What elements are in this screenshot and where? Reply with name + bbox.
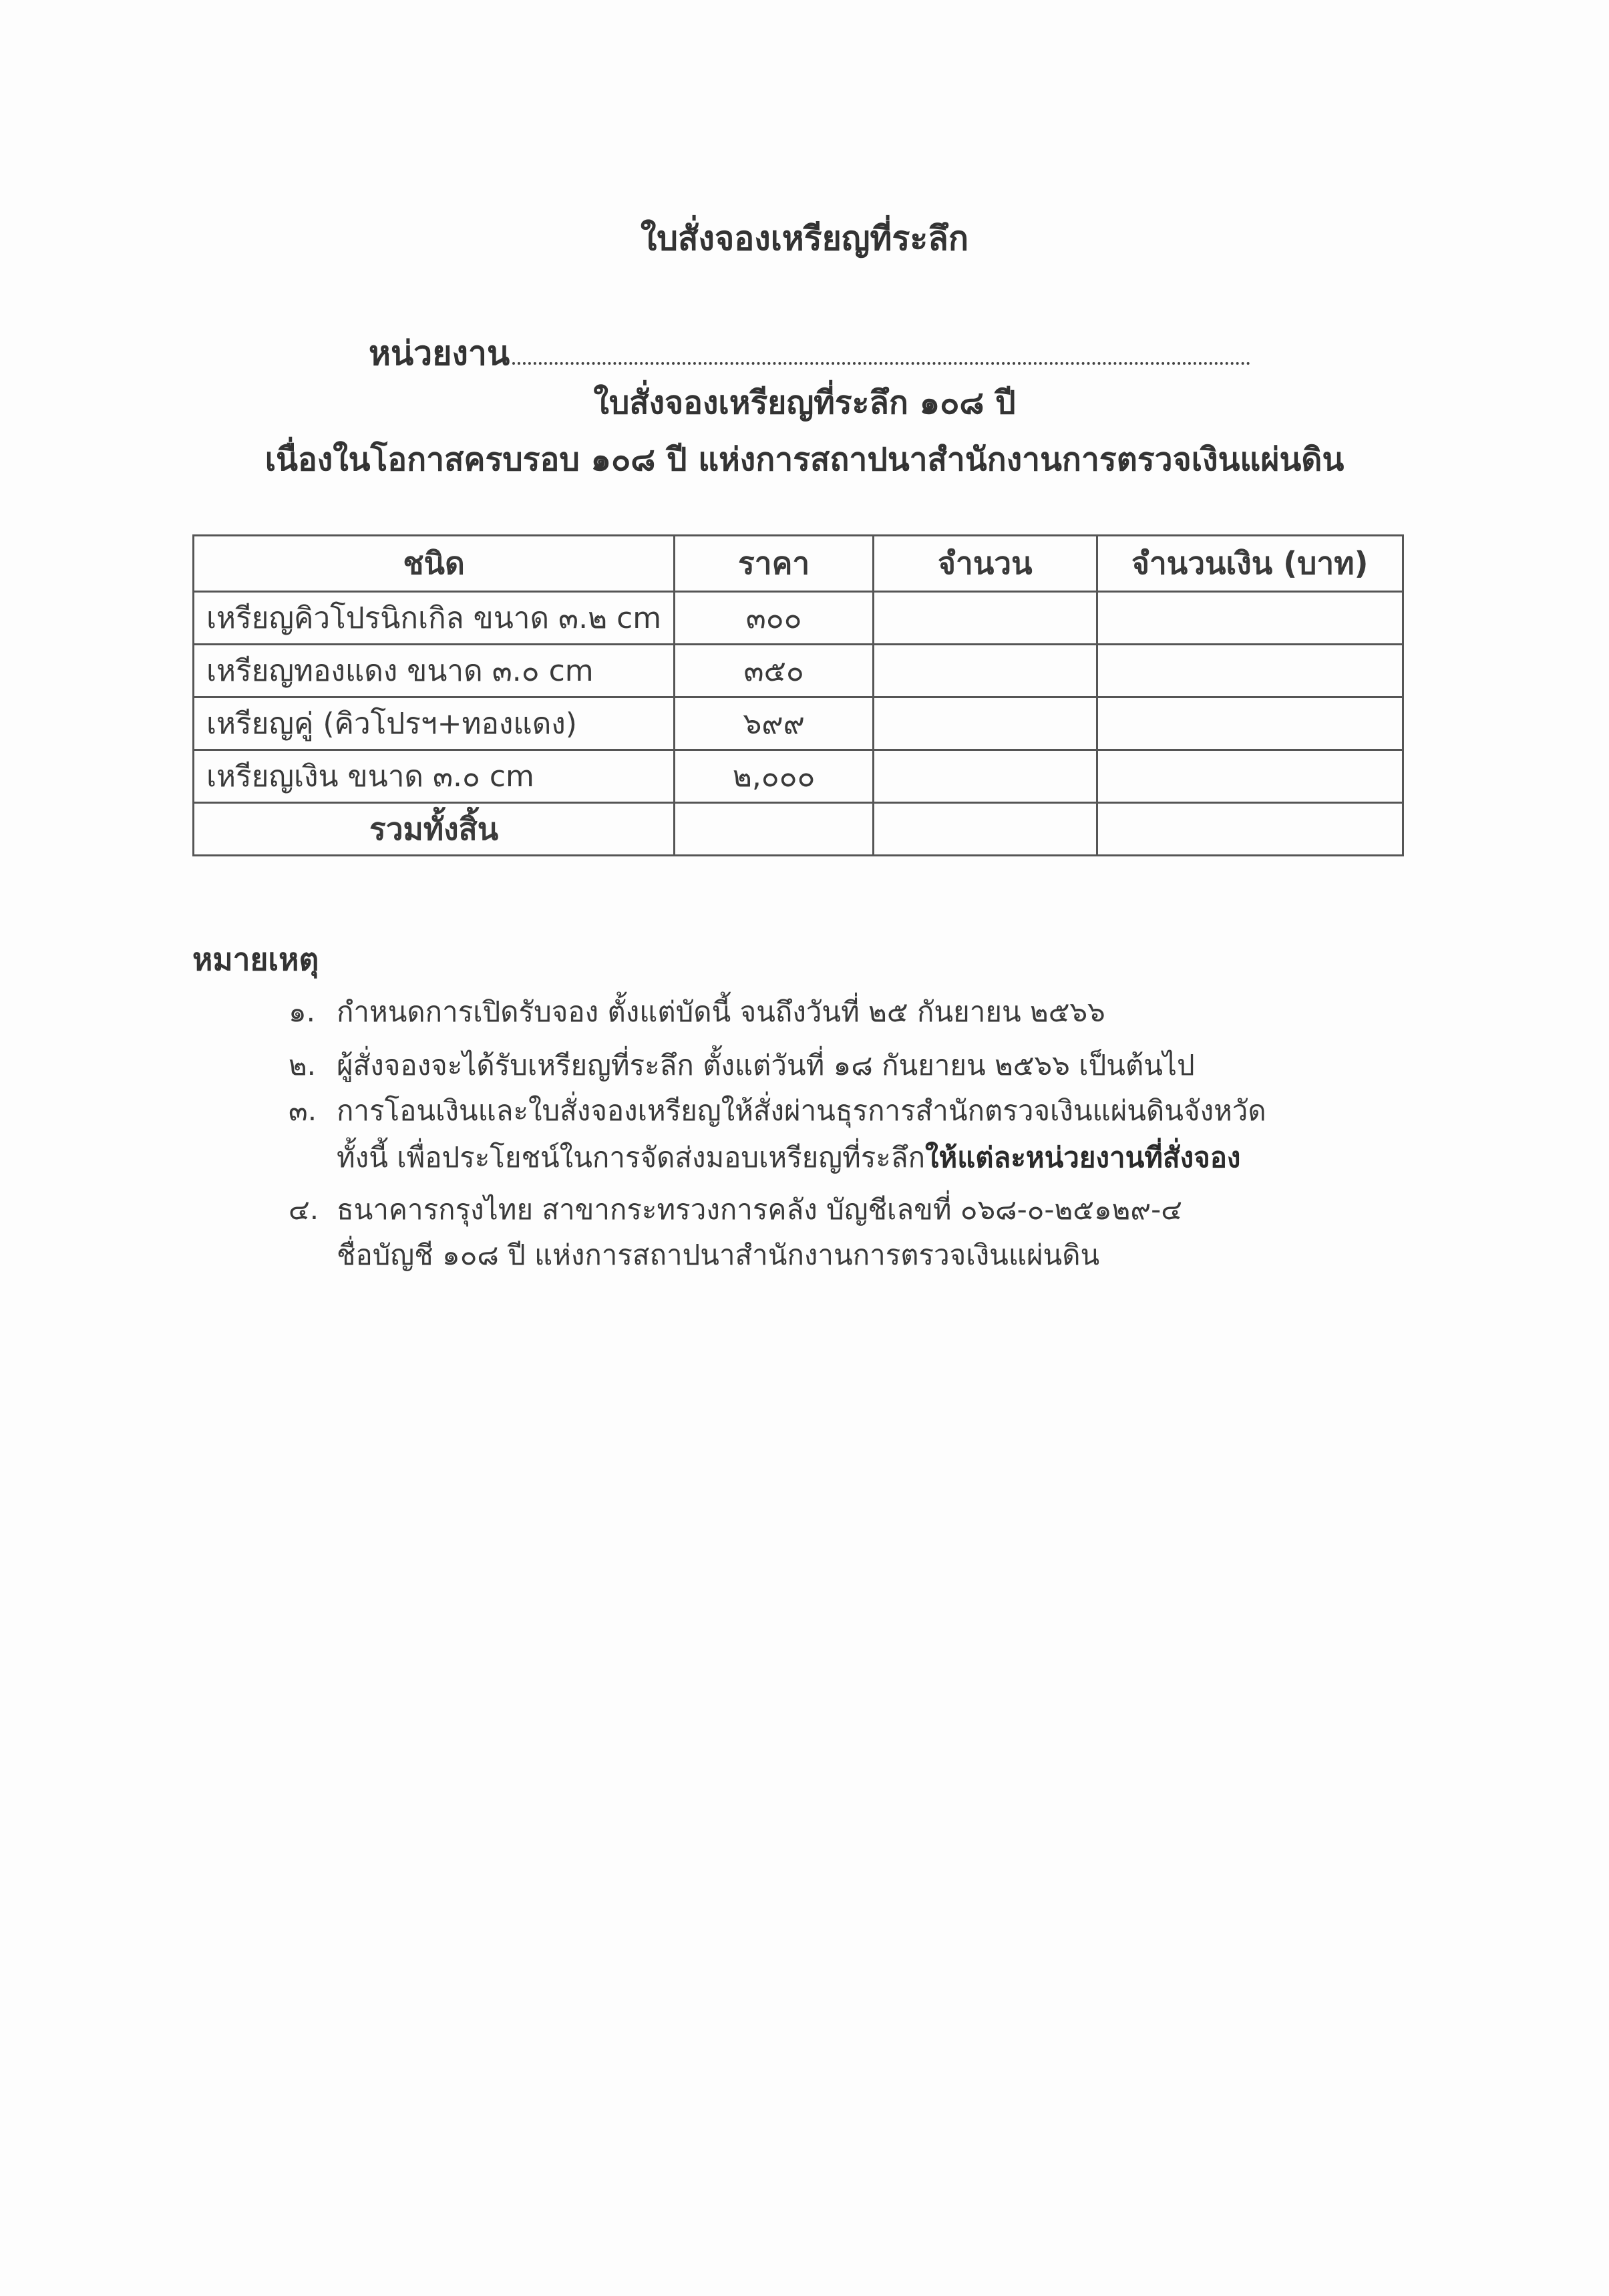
item-price: ๒,๐๐๐ [675,750,874,803]
subtitle-line-2: เนื่องในโอกาสครบรอบ ๑๐๘ ปี แห่งการสถาปนาสำนักงานการตรวจเงินแผ่นดิน [264,441,1345,478]
item-name: เหรียญคู่ (คิวโปรฯ+ทองแดง) [194,697,675,750]
remark-continuation [289,1233,1099,1277]
remark-text-emphasis: ให้แต่ละหน่วยงานที่สั่งจอง [925,1141,1241,1174]
remark-text: ธนาคารกรุงไทย สาขากระทรวงการคลัง บัญชีเลขที่ ๐๖๘-๐-๒๕๑๒๙-๔ [337,1193,1183,1226]
remark-text: ชื่อบัญชี ๑๐๘ ปี แห่งการสถาปนาสำนักงานการตรวจเงินแผ่นดิน [337,1239,1100,1271]
amount-cell[interactable] [1097,697,1403,750]
unit-field[interactable] [369,327,1250,380]
header-price: ราคา [675,536,874,592]
item-name: เหรียญคิวโปรนิกเกิล ขนาด ๓.๒ cm [194,592,675,645]
item-price: ๖๙๙ [675,697,874,750]
remark-item [289,1188,1182,1232]
remark-text: การโอนเงินและใบสั่งจองเหรียญให้สั่งผ่านธุรการสำนักตรวจเงินแผ่นดินจังหวัด [337,1094,1266,1127]
remark-number: ๒. [289,1049,317,1082]
table-row [194,697,1403,750]
header-quantity: จำนวน [874,536,1097,592]
amount-cell[interactable] [1097,750,1403,803]
document-title: ใบสั่งจองเหรียญที่ระลึก [640,219,969,258]
item-price: ๓๕๐ [675,645,874,697]
total-price-cell [675,803,874,856]
header-type: ชนิด [194,536,675,592]
unit-label: หน่วยงาน [369,334,510,373]
remark-text: กำหนดการเปิดรับจอง ตั้งแต่บัดนี้ จนถึงวันที่ ๒๕ กันยายน ๒๕๖๖ [337,995,1105,1028]
table-row [194,750,1403,803]
remark-continuation [289,1136,1240,1180]
table-row [194,645,1403,697]
total-row [194,803,1403,856]
total-amount-cell[interactable] [1097,803,1403,856]
item-name: เหรียญเงิน ขนาด ๓.๐ cm [194,750,675,803]
header-amount: จำนวนเงิน (บาท) [1097,536,1403,592]
item-price: ๓๐๐ [675,592,874,645]
unit-fill-line[interactable] [512,335,1250,365]
remark-text: ผู้สั่งจองจะได้รับเหรียญที่ระลึก ตั้งแต่วันที่ ๑๘ กันยายน ๒๕๖๖ เป็นต้นไป [337,1049,1195,1082]
subtitle-line-1: ใบสั่งจองเหรียญที่ระลึก ๑๐๘ ปี [593,384,1016,422]
amount-cell[interactable] [1097,645,1403,697]
quantity-cell[interactable] [874,592,1097,645]
item-name: เหรียญทองแดง ขนาด ๓.๐ cm [194,645,675,697]
remark-text: ทั้งนี้ เพื่อประโยชน์ในการจัดส่งมอบเหรียญที่ระลึก [337,1141,926,1174]
remarks-heading: หมายเหตุ [192,941,319,977]
table-row [194,592,1403,645]
order-table [192,534,1404,856]
table-header-row [194,536,1403,592]
quantity-cell[interactable] [874,697,1097,750]
amount-cell[interactable] [1097,592,1403,645]
remark-number: ๓. [289,1094,317,1127]
quantity-cell[interactable] [874,750,1097,803]
remark-item [289,990,1105,1034]
total-label: รวมทั้งสิ้น [194,803,675,856]
remark-number: ๔. [289,1193,319,1226]
remark-item [289,1043,1195,1088]
total-quantity-cell[interactable] [874,803,1097,856]
remark-item [289,1089,1266,1133]
quantity-cell[interactable] [874,645,1097,697]
remark-number: ๑. [289,995,316,1028]
